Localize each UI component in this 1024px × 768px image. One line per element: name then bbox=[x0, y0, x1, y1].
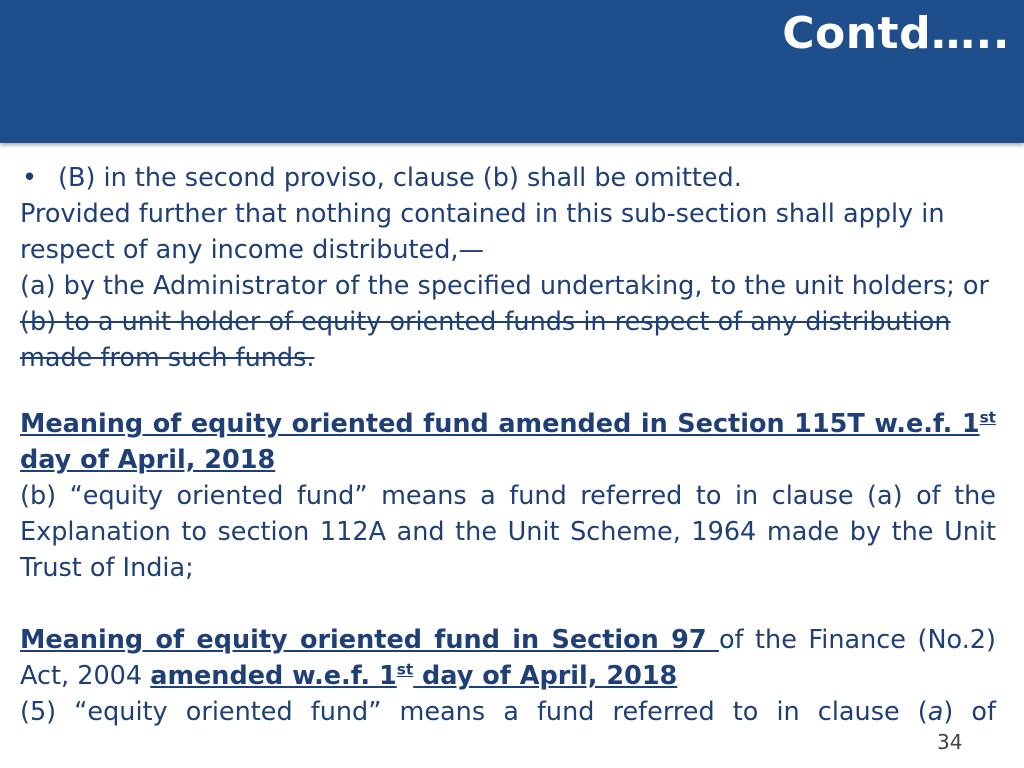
proviso-clause-a: (a) by the Administrator of the specified undertaking, to the unit holders; or bbox=[20, 271, 990, 301]
section-97-heading-sup: st bbox=[396, 660, 414, 679]
section-97-heading-part3: day of April, 2018 bbox=[413, 661, 678, 691]
section-115t-definition: (b) “equity oriented fund” means a fund referred to in clause (a) of the Explanation to section 112A and the Unit Scheme, 1964 made by the Unit Trust of India; bbox=[20, 481, 996, 583]
section-97-heading-plain: of the Finance (No.2) Act, 2004 bbox=[20, 625, 996, 691]
title-bar bbox=[0, 0, 1024, 143]
section-97-definition-end: ) of bbox=[943, 697, 996, 727]
section-97-heading bbox=[20, 622, 996, 694]
section-115t-heading-part2: day of April, 2018 bbox=[20, 445, 276, 475]
section-115t-heading bbox=[20, 406, 996, 478]
proviso-clause-b-struck: (b) to a unit holder of equity oriented funds in respect of any distribution made from such funds. bbox=[20, 307, 951, 373]
section-97-heading-part1: Meaning of equity oriented fund in Section 97 bbox=[20, 625, 719, 655]
section-115t-heading-part1: Meaning of equity oriented fund amended in Section 115T w.e.f. 1 bbox=[20, 409, 980, 439]
spacer bbox=[20, 376, 996, 406]
section-97-definition-start: (5) “equity oriented fund” means a fund referred to in clause ( bbox=[20, 697, 928, 727]
section-97-heading-part2: amended w.e.f. 1 bbox=[150, 661, 397, 691]
section-97-definition bbox=[20, 694, 996, 730]
page-number: 34 bbox=[937, 730, 963, 754]
proviso-intro: Provided further that nothing contained in this sub-section shall apply in respect of any income distributed,— bbox=[20, 199, 945, 265]
section-97-definition-italic: a bbox=[927, 697, 944, 727]
bullet-text: (B) in the second proviso, clause (b) shall be omitted. bbox=[58, 163, 742, 193]
bullet-item bbox=[20, 160, 996, 196]
slide-body bbox=[20, 160, 996, 730]
spacer bbox=[20, 586, 996, 622]
slide-title: Contd….. bbox=[782, 8, 1010, 59]
section-115t-heading-sup: st bbox=[979, 408, 996, 427]
bullet-icon: • bbox=[22, 163, 38, 193]
